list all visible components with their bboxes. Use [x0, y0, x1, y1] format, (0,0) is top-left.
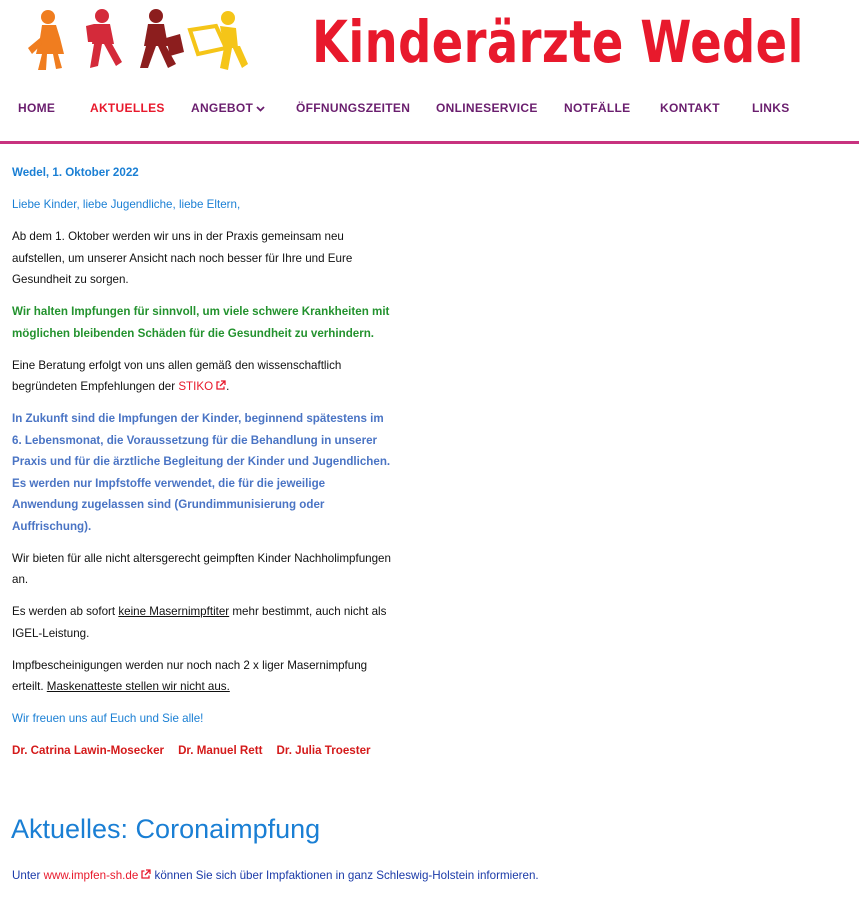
nav-item-home[interactable]: HOME: [18, 101, 56, 115]
site-header: [0, 0, 859, 142]
doctor-name: Dr. Julia Troester: [276, 744, 371, 757]
article-date: Wedel, 1. Oktober 2022: [12, 166, 139, 179]
impfen-sh-link[interactable]: [44, 869, 152, 882]
article-paragraph-requirements: In Zukunft sind die Impfungen der Kinder, beginnend spätestens im 6. Lebensmonat, die Voraussetzung für die Behandlung in unserer Praxis und für die ärztliche Begleitung der Kinder und Jugendlichen. Es werden nur Impfstoffe verwendet, die für die jeweilige Anwendung zugelassen sind (Grundimmunisierung oder Auffrischung).: [12, 412, 391, 533]
article-greeting: Liebe Kinder, liebe Jugendliche, liebe Eltern,: [12, 198, 241, 211]
impfen-text: Unter: [12, 869, 44, 882]
orange-child-icon: [28, 10, 64, 70]
certificates-text: Impfbescheinigungen werden nur noch nach 2 x liger Masernimpfung erteilt.: [12, 658, 368, 693]
article-paragraph-vaccination: Wir halten Impfungen für sinnvoll, um viele schwere Krankheiten mit möglichen bleibenden Schäden für die Gesundheit zu verhindern.: [12, 305, 390, 340]
article-content: [12, 162, 392, 772]
external-link-icon: [140, 869, 151, 880]
doctor-name: Dr. Catrina Lawin-Mosecker: [12, 744, 165, 757]
nav-item-angebot-label: ANGEBOT: [191, 101, 254, 115]
nav-item-angebot[interactable]: [191, 101, 265, 115]
impfen-info-line: [12, 869, 539, 882]
stiko-text-end: .: [226, 380, 230, 393]
article-paragraph-stiko: [12, 355, 392, 398]
header-divider: [0, 141, 859, 144]
article-paragraph-catchup: Wir bieten für alle nicht altersgerecht geimpften Kinder Nachholimpfungen an.: [12, 551, 391, 586]
stiko-text: Eine Beratung erfolgt von uns allen gemäß den wissenschaftlich begründeten Empfehlungen der: [12, 358, 342, 393]
children-logo-icon[interactable]: [16, 8, 256, 74]
yellow-child-icon: [190, 11, 248, 70]
measles-text-end: mehr bestimmt, auch nicht als IGEL-Leistung.: [12, 605, 387, 640]
nav-item-notfaelle[interactable]: NOTFÄLLE: [564, 101, 631, 115]
darkred-child-icon: [140, 9, 184, 68]
nav-item-kontakt[interactable]: KONTAKT: [660, 101, 720, 115]
nav-item-onlineservice[interactable]: ONLINESERVICE: [436, 101, 538, 115]
masks-underlined: Maskenatteste stellen wir nicht aus.: [46, 680, 230, 693]
main-navigation: [0, 101, 859, 119]
article-paragraph-1: Ab dem 1. Oktober werden wir uns in der Praxis gemeinsam neu aufstellen, um unserer Ansicht nach noch besser für Ihre und Eure Gesundheit zu sorgen.: [12, 230, 353, 286]
stiko-link-label: STIKO: [178, 380, 214, 393]
nav-item-aktuelles[interactable]: AKTUELLES: [90, 101, 165, 115]
stiko-link[interactable]: [178, 380, 226, 393]
chevron-down-icon: [256, 106, 265, 112]
impfen-text-end: können Sie sich über Impfaktionen in ganz Schleswig-Holstein informieren.: [151, 869, 539, 882]
impfen-sh-link-label: www.impfen-sh.de: [43, 869, 139, 882]
red-child-icon: [86, 9, 122, 68]
nav-item-links[interactable]: LINKS: [752, 101, 790, 115]
doctor-name: Dr. Manuel Rett: [178, 744, 263, 757]
doctor-signatures: [12, 740, 392, 762]
section-heading: Aktuelles: Coronaimpfung: [11, 814, 321, 844]
site-title[interactable]: Kinderärzte Wedel: [312, 8, 804, 76]
nav-item-oeffnungszeiten[interactable]: ÖFFNUNGSZEITEN: [296, 101, 411, 115]
measles-underlined: keine Masernimpftiter: [118, 605, 230, 618]
article-paragraph-measles: [12, 601, 392, 644]
article-paragraph-certificates: [12, 655, 392, 698]
article-closing: Wir freuen uns auf Euch und Sie alle!: [12, 712, 204, 725]
measles-text: Es werden ab sofort: [12, 605, 119, 618]
external-link-icon: [215, 380, 226, 391]
